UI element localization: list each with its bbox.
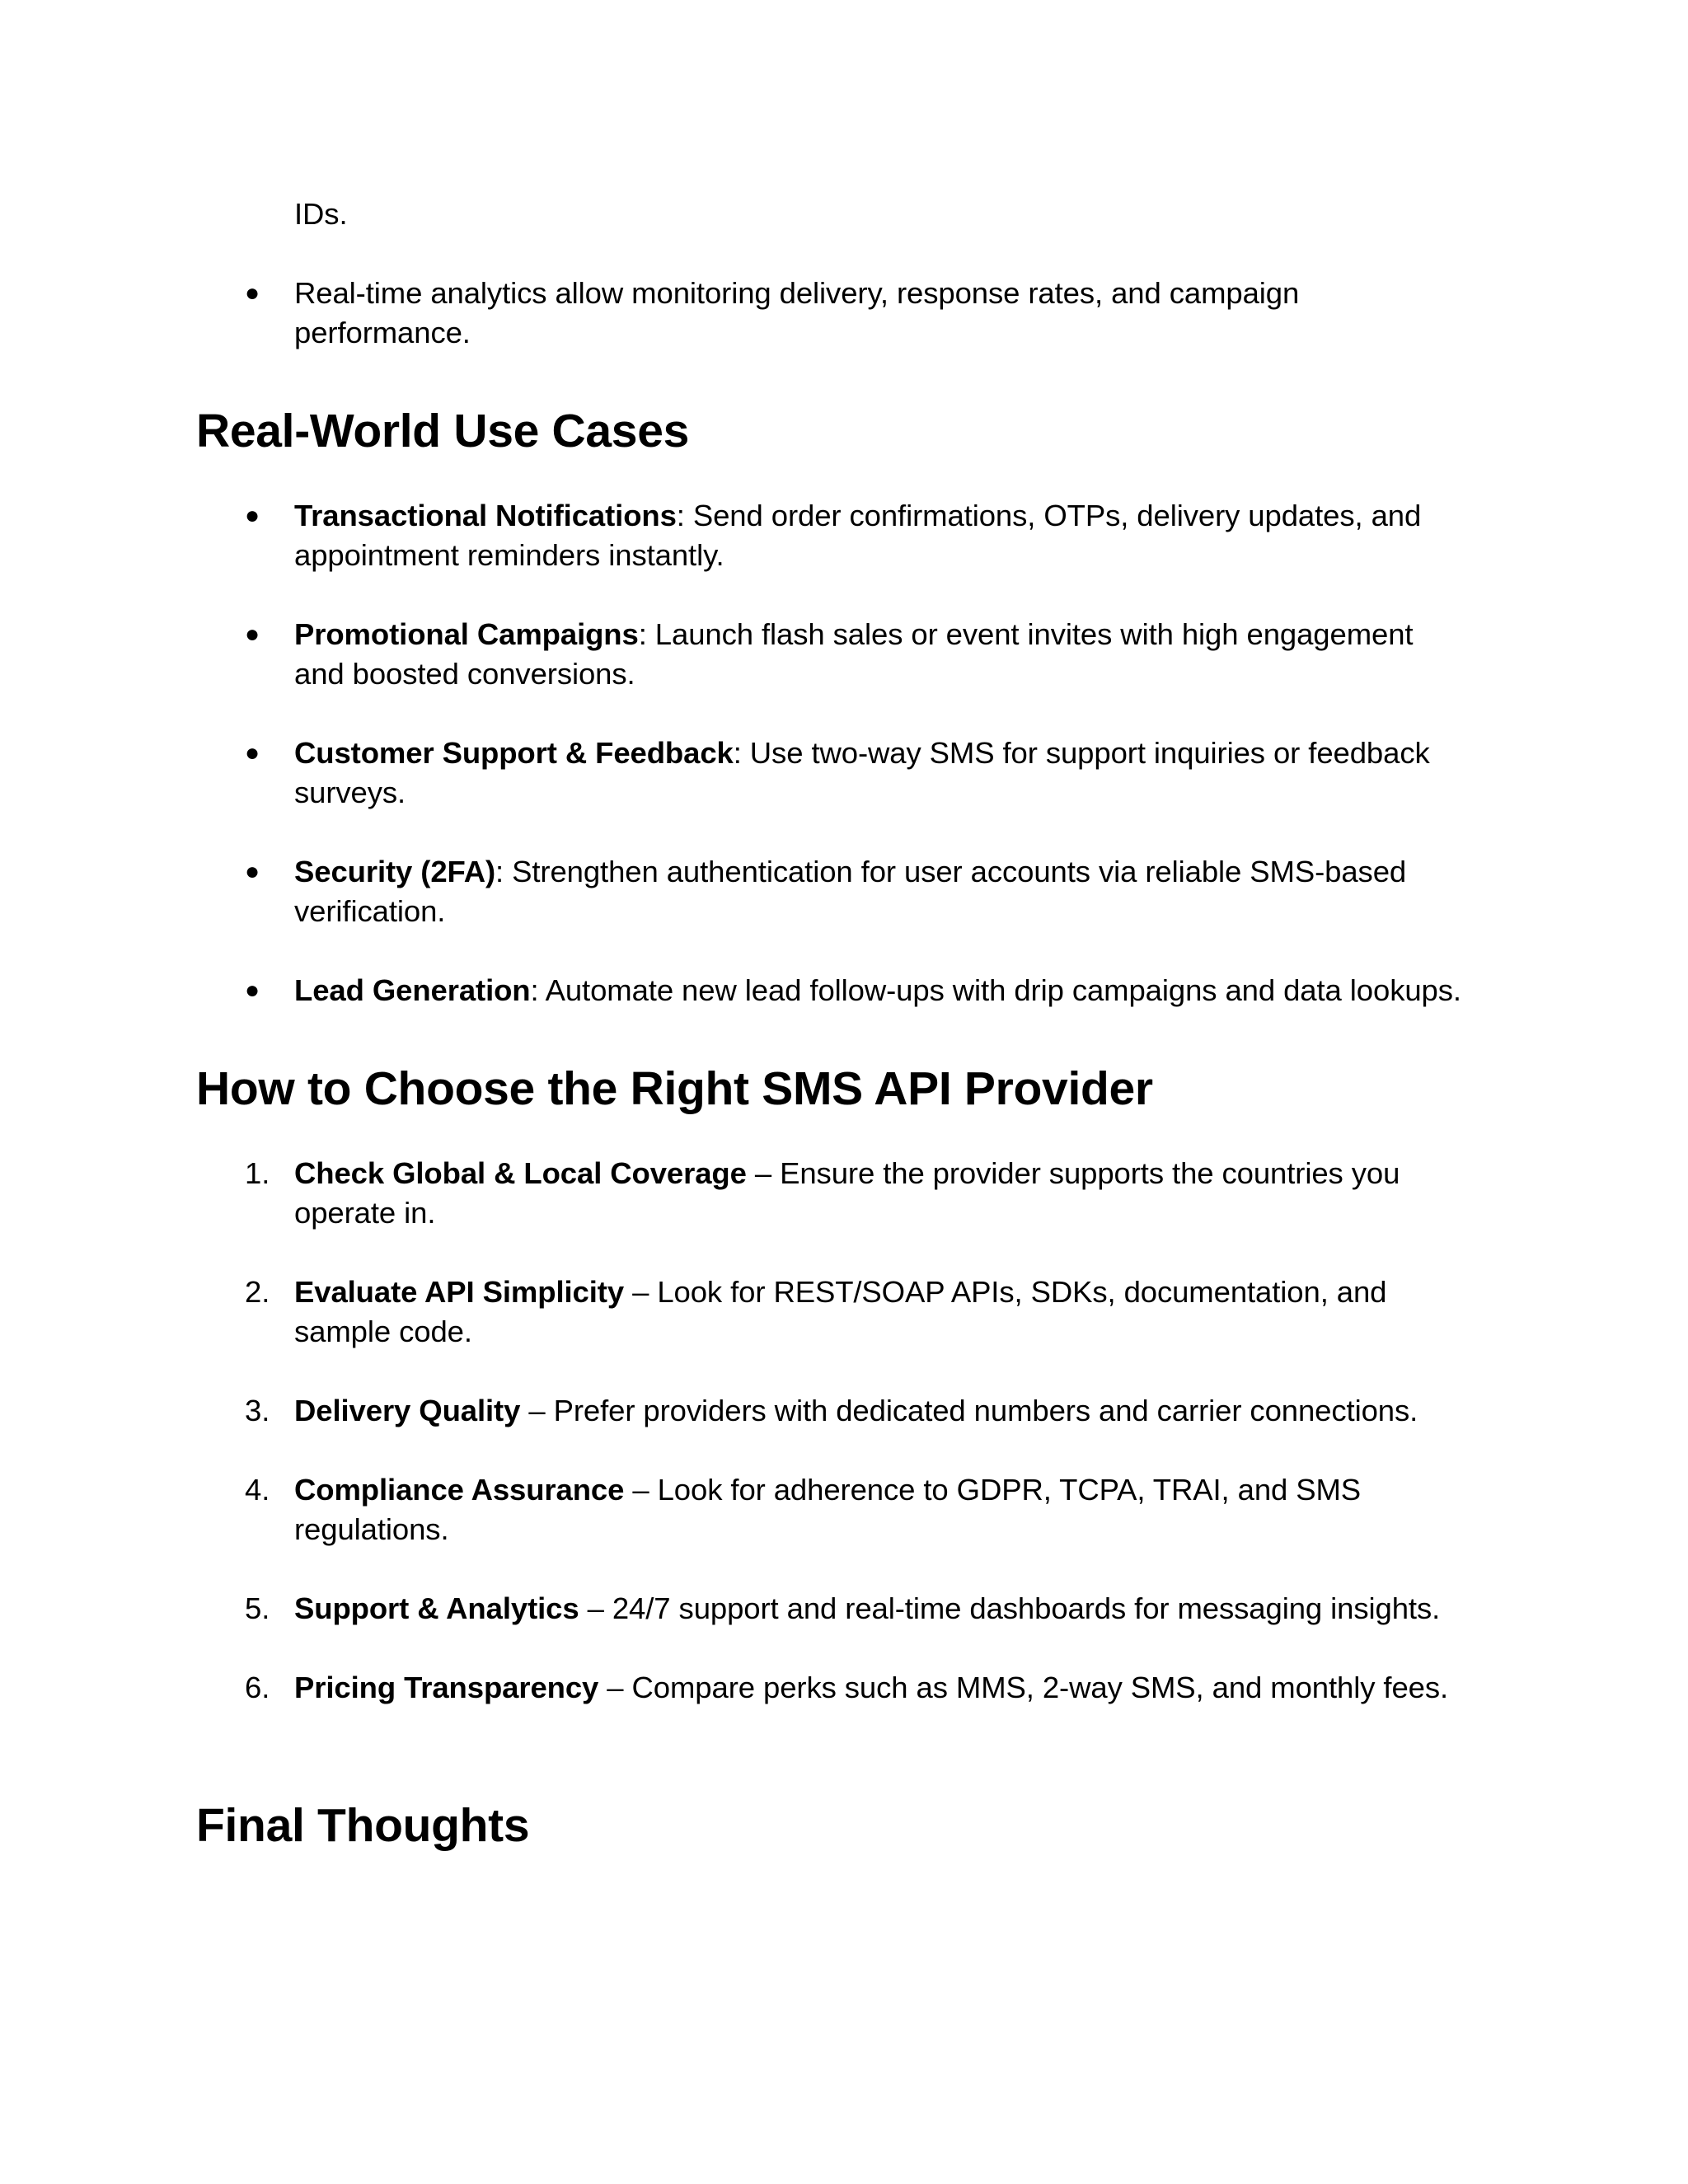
criterion-term: Pricing Transparency: [294, 1671, 599, 1704]
continuation-text: IDs.: [294, 197, 348, 231]
section-heading-final-thoughts: Final Thoughts: [196, 1799, 530, 1852]
list-item-use-case: [245, 496, 1465, 575]
numbered-item: [245, 1589, 1498, 1629]
list-number: 2.: [245, 1275, 270, 1309]
list-number: 4.: [245, 1473, 270, 1507]
analytics-text: Real-time analytics allow monitoring delivery, response rates, and campaign performance.: [294, 276, 1300, 349]
use-case-text: : Use two-way SMS for support inquiries or feedback surveys.: [294, 736, 1430, 809]
criterion-term: Evaluate API Simplicity: [294, 1275, 625, 1309]
use-case-text: : Automate new lead follow-ups with drip campaigns and data lookups.: [530, 973, 1461, 1007]
numbered-item: [245, 1470, 1465, 1549]
bullet-icon: ●: [245, 279, 260, 307]
list-number: 6.: [245, 1671, 270, 1704]
bullet-icon: ●: [245, 502, 260, 529]
bullet-icon: ●: [245, 977, 260, 1004]
numbered-item: [245, 1391, 1498, 1431]
criterion-text: – Compare perks such as MMS, 2-way SMS, and monthly fees.: [598, 1671, 1449, 1704]
criterion-text: – Prefer providers with dedicated numbers and carrier connections.: [520, 1394, 1418, 1427]
list-item-use-case: [245, 615, 1465, 694]
use-case-text: : Launch flash sales or event invites with high engagement and boosted conversions.: [294, 617, 1414, 691]
list-item-use-case: [245, 852, 1465, 931]
criterion-term: Compliance Assurance: [294, 1473, 625, 1507]
numbered-item: [245, 1272, 1465, 1352]
section-heading-use-cases: Real-World Use Cases: [196, 405, 690, 457]
use-case-term: Security (2FA): [294, 855, 496, 888]
list-number: 3.: [245, 1394, 270, 1427]
list-item-use-case: [245, 733, 1465, 813]
use-case-text: : Send order confirmations, OTPs, delivery updates, and appointment reminders instantly.: [294, 499, 1422, 572]
bullet-icon: ●: [245, 739, 260, 766]
use-case-term: Customer Support & Feedback: [294, 736, 734, 770]
criterion-text: – Ensure the provider supports the countries you operate in.: [294, 1156, 1400, 1230]
list-number: 1.: [245, 1156, 270, 1190]
criterion-term: Check Global & Local Coverage: [294, 1156, 747, 1190]
list-number: 5.: [245, 1591, 270, 1625]
use-case-term: Promotional Campaigns: [294, 617, 639, 651]
list-item-continuation: [294, 194, 1465, 234]
criterion-text: – Look for adherence to GDPR, TCPA, TRAI, and SMS regulations.: [294, 1473, 1362, 1546]
list-item-analytics: [245, 274, 1465, 353]
criterion-term: Delivery Quality: [294, 1394, 521, 1427]
use-case-text: : Strengthen authentication for user accounts via reliable SMS-based verification.: [294, 855, 1407, 928]
criterion-term: Support & Analytics: [294, 1591, 579, 1625]
numbered-item: [245, 1154, 1465, 1233]
criterion-text: – Look for REST/SOAP APIs, SDKs, documentation, and sample code.: [294, 1275, 1387, 1348]
numbered-item: [245, 1668, 1498, 1708]
use-case-term: Lead Generation: [294, 973, 531, 1007]
section-heading-choose-provider: How to Choose the Right SMS API Provider: [196, 1062, 1153, 1115]
bullet-icon: ●: [245, 858, 260, 885]
list-item-use-case: [245, 971, 1498, 1010]
use-case-term: Transactional Notifications: [294, 499, 677, 532]
bullet-icon: ●: [245, 621, 260, 648]
criterion-text: – 24/7 support and real-time dashboards for messaging insights.: [579, 1591, 1441, 1625]
